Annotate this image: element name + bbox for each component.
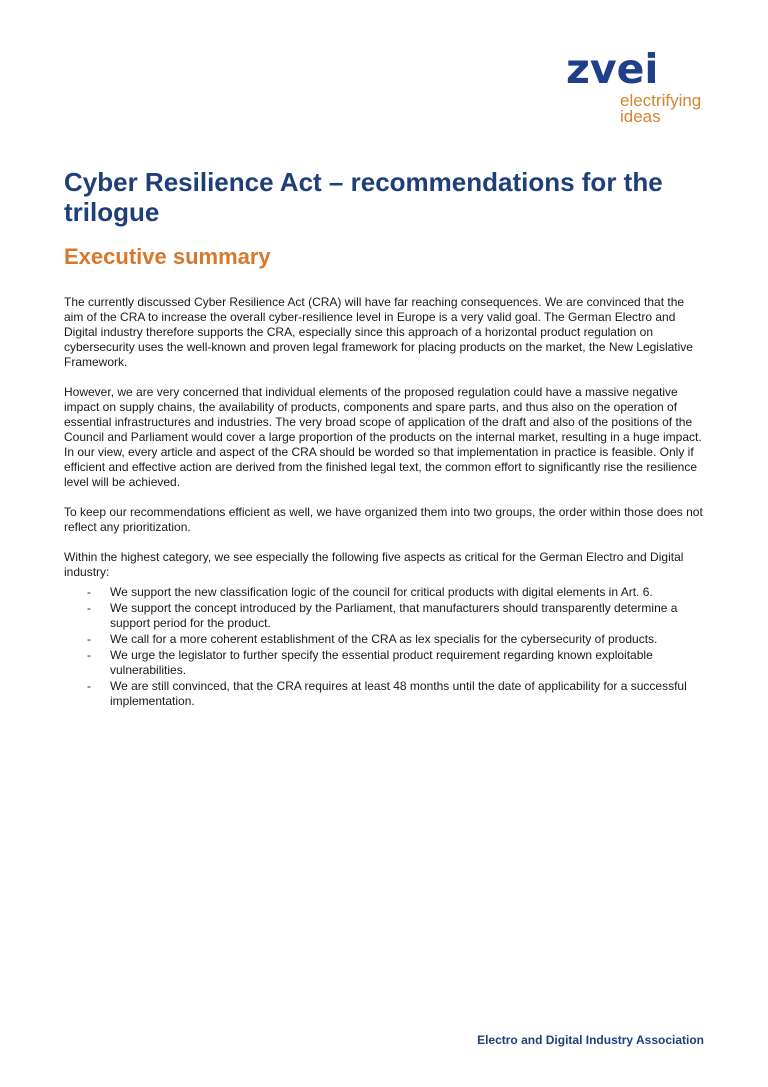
zvei-logo: [566, 45, 716, 126]
list-item-text: We support the new classification logic of the council for critical products with digital elements in Art. 6.: [110, 585, 653, 599]
footer-association-name: Electro and Digital Industry Association: [477, 1033, 704, 1047]
bullet-marker: -: [87, 585, 91, 599]
list-item: [64, 648, 706, 678]
paragraph-organization: To keep our recommendations efficient as well, we have organized them into two groups, the order within those does not reflect any prioritization.: [64, 505, 703, 534]
logo-wordmark: zvei: [566, 45, 659, 93]
list-item-text: We call for a more coherent establishment of the CRA as lex specialis for the cybersecurity of products.: [110, 632, 658, 646]
document-title: Cyber Resilience Act – recommendations for the trilogue: [64, 167, 663, 227]
logo-tagline-line-2: ideas: [620, 107, 661, 126]
list-item-text: We are still convinced, that the CRA requires at least 48 months until the date of applicability for a successful implementation.: [110, 679, 687, 708]
bullet-marker: -: [87, 601, 91, 615]
paragraph-intro: The currently discussed Cyber Resilience Act (CRA) will have far reaching consequences. We are convinced that the aim of the CRA to increase the overall cyber-resilience level in Europe is a very valid goal. The German Electro and Digital industry therefore supports the CRA, especially since this approach of a horizontal product regulation on cybersecurity uses the well-known and proven legal framework for placing products on the market, the New Legislative Framework.: [64, 295, 693, 369]
logo-tagline: [620, 93, 716, 125]
bullet-marker: -: [87, 679, 91, 693]
logo-tagline-line-1: electrifying: [620, 91, 702, 110]
list-item: [64, 585, 706, 600]
list-item: [64, 679, 706, 709]
document-body: [64, 295, 706, 710]
recommendation-list: [64, 585, 706, 709]
bullet-marker: -: [87, 648, 91, 662]
list-item: [64, 601, 706, 631]
list-item-text: We support the concept introduced by the Parliament, that manufacturers should transparently determine a support period for the product.: [110, 601, 678, 630]
list-item-text: We urge the legislator to further specify the essential product requirement regarding known exploitable vulnerabilities.: [110, 648, 653, 677]
bullet-marker: -: [87, 632, 91, 646]
section-heading: Executive summary: [64, 244, 271, 269]
list-item: [64, 632, 706, 647]
paragraph-concerns: However, we are very concerned that individual elements of the proposed regulation could have a massive negative impact on supply chains, the availability of products, components and spare parts, and thus also on the operation of essential infrastructures and industries. The very broad scope of application of the draft and also of the positions of the Council and Parliament would cover a large proportion of the products on the internal market, resulting in a huge impact. In our view, every article and aspect of the CRA should be worded so that implementation in practice is feasible. Only if efficient and effective action are derived from the finished legal text, the common effort to significantly rise the resilience level will be achieved.: [64, 385, 702, 489]
paragraph-critical-aspects: Within the highest category, we see especially the following five aspects as critical for the German Electro and Digital industry:: [64, 550, 684, 579]
